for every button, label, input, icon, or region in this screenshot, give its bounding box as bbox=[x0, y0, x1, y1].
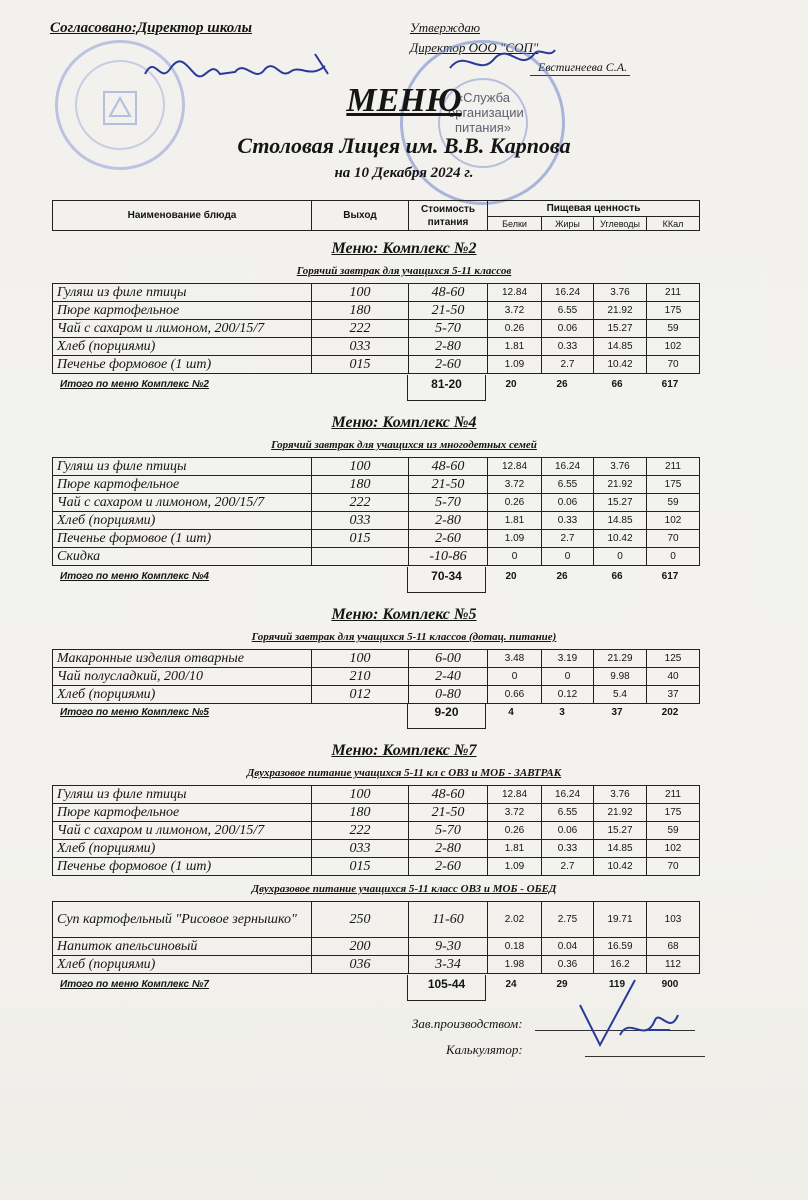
total-proteins: 20 bbox=[505, 571, 517, 582]
section-title: Меню: Комплекс №2 bbox=[331, 240, 477, 257]
approved-label: Согласовано:Директор школы bbox=[50, 20, 252, 36]
dish-proteins: 2.02 bbox=[488, 902, 542, 938]
menu-table-lunch bbox=[52, 901, 700, 974]
dish-cost: 2-80 bbox=[409, 338, 488, 356]
dish-fats: 0 bbox=[542, 548, 594, 566]
dish-cost: 2-60 bbox=[409, 356, 488, 374]
dish-cost: 48-60 bbox=[409, 458, 488, 476]
menu-table bbox=[52, 283, 700, 374]
dish-proteins: 1.09 bbox=[488, 858, 542, 876]
dish-cost: -10-86 bbox=[409, 548, 488, 566]
total-carbs: 66 bbox=[611, 571, 623, 582]
dish-cost: 9-30 bbox=[409, 938, 488, 956]
dish-proteins: 1.98 bbox=[488, 956, 542, 974]
dish-yield: 015 bbox=[312, 530, 409, 548]
dish-carbs: 3.76 bbox=[594, 284, 647, 302]
dish-fats: 0.36 bbox=[542, 956, 594, 974]
dish-carbs: 21.92 bbox=[594, 476, 647, 494]
dish-fats: 2.7 bbox=[542, 858, 594, 876]
dish-fats: 16.24 bbox=[542, 786, 594, 804]
section-title: Меню: Комплекс №4 bbox=[331, 414, 477, 431]
total-carbs: 119 bbox=[608, 979, 626, 990]
table-row bbox=[53, 338, 700, 356]
dish-kcal: 68 bbox=[647, 938, 700, 956]
dish-carbs: 16.2 bbox=[594, 956, 647, 974]
dish-yield: 033 bbox=[312, 840, 409, 858]
dish-cost: 0-80 bbox=[409, 686, 488, 704]
dish-name: Хлеб (порциями) bbox=[53, 956, 312, 974]
total-proteins: 20 bbox=[505, 379, 517, 390]
total-label: Итого по меню Комплекс №2 bbox=[60, 379, 209, 390]
dish-name: Хлеб (порциями) bbox=[53, 686, 312, 704]
dish-carbs: 14.85 bbox=[594, 840, 647, 858]
total-cost: 105-44 bbox=[407, 975, 486, 1001]
dish-fats: 0.06 bbox=[542, 494, 594, 512]
dish-cost: 2-60 bbox=[409, 858, 488, 876]
total-proteins: 4 bbox=[508, 707, 514, 718]
dish-fats: 0.06 bbox=[542, 320, 594, 338]
table-row bbox=[53, 302, 700, 320]
company-stamp-text: «Служба организации питания» bbox=[448, 90, 524, 135]
dish-fats: 0.12 bbox=[542, 686, 594, 704]
section-title: Меню: Комплекс №7 bbox=[331, 742, 477, 759]
director-label: Директор ООО "СОП" bbox=[410, 40, 539, 55]
dish-kcal: 59 bbox=[647, 494, 700, 512]
dish-kcal: 103 bbox=[647, 902, 700, 938]
header-name: Наименование блюда bbox=[53, 201, 312, 231]
header-yield: Выход bbox=[312, 201, 409, 231]
dish-name: Скидка bbox=[53, 548, 312, 566]
dish-name: Гуляш из филе птицы bbox=[53, 458, 312, 476]
section-subtitle: Горячий завтрак для учащихся 5-11 классов (дотац. питание) bbox=[251, 631, 557, 643]
section-subtitle: Двухразовое питание учащихся 5-11 кл с ОВЗ и МОБ - ЗАВТРАК bbox=[246, 767, 562, 779]
dish-fats: 2.75 bbox=[542, 902, 594, 938]
dish-carbs: 16.59 bbox=[594, 938, 647, 956]
table-row bbox=[53, 356, 700, 374]
dish-fats: 2.7 bbox=[542, 356, 594, 374]
dish-fats: 16.24 bbox=[542, 458, 594, 476]
table-row bbox=[53, 494, 700, 512]
dish-cost: 11-60 bbox=[409, 902, 488, 938]
dish-kcal: 59 bbox=[647, 822, 700, 840]
total-kcal: 617 bbox=[661, 379, 679, 390]
dish-carbs: 10.42 bbox=[594, 530, 647, 548]
dish-yield: 015 bbox=[312, 356, 409, 374]
dish-yield: 033 bbox=[312, 512, 409, 530]
dish-fats: 0 bbox=[542, 668, 594, 686]
dish-proteins: 1.09 bbox=[488, 356, 542, 374]
dish-name: Макаронные изделия отварные bbox=[53, 650, 312, 668]
dish-yield: 036 bbox=[312, 956, 409, 974]
dish-cost: 21-50 bbox=[409, 302, 488, 320]
menu-table bbox=[52, 457, 700, 566]
header-cost: Стоимость питания bbox=[409, 201, 488, 231]
dish-carbs: 9.98 bbox=[594, 668, 647, 686]
total-kcal: 900 bbox=[661, 979, 679, 990]
dish-yield: 250 bbox=[312, 902, 409, 938]
dish-kcal: 211 bbox=[647, 458, 700, 476]
dish-yield: 222 bbox=[312, 320, 409, 338]
table-row bbox=[53, 650, 700, 668]
dish-name: Чай с сахаром и лимоном, 200/15/7 bbox=[53, 822, 312, 840]
dish-kcal: 125 bbox=[647, 650, 700, 668]
dish-fats: 0.33 bbox=[542, 840, 594, 858]
dish-proteins: 0.18 bbox=[488, 938, 542, 956]
section-subtitle: Горячий завтрак для учащихся 5-11 классов bbox=[296, 265, 512, 277]
director-name: Евстигнеева С.А. bbox=[538, 60, 628, 74]
total-kcal: 202 bbox=[661, 707, 679, 718]
dish-cost: 5-70 bbox=[409, 320, 488, 338]
dish-fats: 0.33 bbox=[542, 512, 594, 530]
table-row bbox=[53, 476, 700, 494]
dish-proteins: 0.26 bbox=[488, 320, 542, 338]
dish-kcal: 211 bbox=[647, 786, 700, 804]
table-row bbox=[53, 858, 700, 876]
section-title: Меню: Комплекс №5 bbox=[331, 606, 477, 623]
dish-carbs: 3.76 bbox=[594, 458, 647, 476]
dish-carbs: 21.29 bbox=[594, 650, 647, 668]
dish-kcal: 102 bbox=[647, 338, 700, 356]
dish-name: Хлеб (порциями) bbox=[53, 840, 312, 858]
dish-yield: 222 bbox=[312, 822, 409, 840]
menu-table bbox=[52, 649, 700, 704]
page-subtitle: Столовая Лицея им. В.В. Карпова bbox=[237, 133, 571, 158]
dish-fats: 0.04 bbox=[542, 938, 594, 956]
table-header bbox=[52, 200, 700, 231]
dish-proteins: 3.72 bbox=[488, 302, 542, 320]
total-carbs: 66 bbox=[611, 379, 623, 390]
dish-carbs: 15.27 bbox=[594, 320, 647, 338]
dish-name: Гуляш из филе птицы bbox=[53, 284, 312, 302]
dish-yield: 012 bbox=[312, 686, 409, 704]
calculator-sign-line bbox=[585, 1056, 705, 1057]
dish-name: Печенье формовое (1 шт) bbox=[53, 530, 312, 548]
dish-name: Чай с сахаром и лимоном, 200/15/7 bbox=[53, 494, 312, 512]
dish-name: Пюре картофельное bbox=[53, 804, 312, 822]
dish-name: Хлеб (порциями) bbox=[53, 512, 312, 530]
dish-name: Печенье формовое (1 шт) bbox=[53, 356, 312, 374]
section-subtitle: Горячий завтрак для учащихся из многодетных семей bbox=[271, 439, 537, 451]
dish-name: Гуляш из филе птицы bbox=[53, 786, 312, 804]
production-signature bbox=[560, 975, 690, 1055]
dish-cost: 2-60 bbox=[409, 530, 488, 548]
dish-proteins: 3.72 bbox=[488, 804, 542, 822]
dish-proteins: 1.09 bbox=[488, 530, 542, 548]
dish-proteins: 0.26 bbox=[488, 494, 542, 512]
total-fats: 3 bbox=[559, 707, 565, 718]
dish-cost: 21-50 bbox=[409, 804, 488, 822]
dish-fats: 2.7 bbox=[542, 530, 594, 548]
dish-yield: 100 bbox=[312, 786, 409, 804]
dish-kcal: 70 bbox=[647, 858, 700, 876]
production-label: Зав.производством: bbox=[412, 1016, 523, 1031]
dish-carbs: 3.76 bbox=[594, 786, 647, 804]
header-proteins: Белки bbox=[488, 217, 542, 231]
dish-cost: 2-80 bbox=[409, 512, 488, 530]
dish-name: Пюре картофельное bbox=[53, 476, 312, 494]
table-row bbox=[53, 512, 700, 530]
total-proteins: 24 bbox=[505, 979, 517, 990]
dish-yield: 100 bbox=[312, 650, 409, 668]
dish-proteins: 1.81 bbox=[488, 840, 542, 858]
dish-name: Напиток апельсиновый bbox=[53, 938, 312, 956]
dish-fats: 0.06 bbox=[542, 822, 594, 840]
dish-kcal: 70 bbox=[647, 356, 700, 374]
dish-proteins: 0.26 bbox=[488, 822, 542, 840]
dish-cost: 6-00 bbox=[409, 650, 488, 668]
header-carbs: Углеводы bbox=[594, 217, 647, 231]
header-fats: Жиры bbox=[542, 217, 594, 231]
dish-cost: 48-60 bbox=[409, 284, 488, 302]
dish-kcal: 112 bbox=[647, 956, 700, 974]
dish-cost: 5-70 bbox=[409, 494, 488, 512]
dish-cost: 3-34 bbox=[409, 956, 488, 974]
dish-kcal: 40 bbox=[647, 668, 700, 686]
dish-cost: 2-80 bbox=[409, 840, 488, 858]
dish-proteins: 0 bbox=[488, 548, 542, 566]
dish-name: Чай полусладкий, 200/10 bbox=[53, 668, 312, 686]
table-row bbox=[53, 284, 700, 302]
confirm-label: Утверждаю bbox=[410, 20, 481, 35]
dish-fats: 6.55 bbox=[542, 804, 594, 822]
dish-kcal: 102 bbox=[647, 840, 700, 858]
total-label: Итого по меню Комплекс №7 bbox=[60, 979, 209, 990]
table-row bbox=[53, 320, 700, 338]
dish-kcal: 70 bbox=[647, 530, 700, 548]
dish-kcal: 102 bbox=[647, 512, 700, 530]
dish-name: Чай с сахаром и лимоном, 200/15/7 bbox=[53, 320, 312, 338]
dish-proteins: 3.48 bbox=[488, 650, 542, 668]
dish-kcal: 0 bbox=[647, 548, 700, 566]
total-cost: 9-20 bbox=[407, 703, 486, 729]
dish-yield: 180 bbox=[312, 302, 409, 320]
dish-yield: 100 bbox=[312, 458, 409, 476]
dish-carbs: 14.85 bbox=[594, 338, 647, 356]
dish-kcal: 175 bbox=[647, 476, 700, 494]
dish-yield bbox=[312, 548, 409, 566]
dish-yield: 100 bbox=[312, 284, 409, 302]
table-row bbox=[53, 840, 700, 858]
dish-fats: 6.55 bbox=[542, 302, 594, 320]
dish-yield: 180 bbox=[312, 804, 409, 822]
table-row bbox=[53, 548, 700, 566]
dish-name: Хлеб (порциями) bbox=[53, 338, 312, 356]
total-label: Итого по меню Комплекс №5 bbox=[60, 707, 209, 718]
menu-table bbox=[52, 785, 700, 876]
dish-carbs: 15.27 bbox=[594, 822, 647, 840]
table-row bbox=[53, 530, 700, 548]
dish-yield: 015 bbox=[312, 858, 409, 876]
table-row bbox=[53, 902, 700, 938]
dish-name: Пюре картофельное bbox=[53, 302, 312, 320]
dish-carbs: 21.92 bbox=[594, 804, 647, 822]
dish-fats: 16.24 bbox=[542, 284, 594, 302]
dish-fats: 0.33 bbox=[542, 338, 594, 356]
table-row bbox=[53, 938, 700, 956]
dish-carbs: 0 bbox=[594, 548, 647, 566]
header-nutrition: Пищевая ценность bbox=[488, 201, 700, 217]
dish-proteins: 12.84 bbox=[488, 284, 542, 302]
total-kcal: 617 bbox=[661, 571, 679, 582]
total-cost: 81-20 bbox=[407, 375, 486, 401]
header-kcal: ККал bbox=[647, 217, 700, 231]
dish-carbs: 10.42 bbox=[594, 858, 647, 876]
dish-kcal: 211 bbox=[647, 284, 700, 302]
dish-yield: 200 bbox=[312, 938, 409, 956]
dish-kcal: 175 bbox=[647, 302, 700, 320]
dish-name: Суп картофельный "Рисовое зернышко" bbox=[53, 902, 312, 938]
dish-carbs: 14.85 bbox=[594, 512, 647, 530]
dish-carbs: 19.71 bbox=[594, 902, 647, 938]
table-row bbox=[53, 668, 700, 686]
dish-yield: 222 bbox=[312, 494, 409, 512]
dish-fats: 6.55 bbox=[542, 476, 594, 494]
dish-kcal: 37 bbox=[647, 686, 700, 704]
table-row bbox=[53, 786, 700, 804]
dish-cost: 21-50 bbox=[409, 476, 488, 494]
dish-carbs: 21.92 bbox=[594, 302, 647, 320]
total-fats: 26 bbox=[556, 379, 568, 390]
table-row bbox=[53, 686, 700, 704]
table-row bbox=[53, 956, 700, 974]
section-subtitle-lunch: Двухразовое питание учащихся 5-11 класс ОВЗ и МОБ - ОБЕД bbox=[251, 883, 557, 895]
company-signature bbox=[440, 38, 560, 88]
total-label: Итого по меню Комплекс №4 bbox=[60, 571, 209, 582]
dish-kcal: 175 bbox=[647, 804, 700, 822]
dish-proteins: 12.84 bbox=[488, 458, 542, 476]
dish-proteins: 0.66 bbox=[488, 686, 542, 704]
dish-proteins: 0 bbox=[488, 668, 542, 686]
total-cost: 70-34 bbox=[407, 567, 486, 593]
dish-proteins: 1.81 bbox=[488, 512, 542, 530]
total-fats: 29 bbox=[556, 979, 568, 990]
dish-cost: 5-70 bbox=[409, 822, 488, 840]
dish-proteins: 12.84 bbox=[488, 786, 542, 804]
dish-proteins: 3.72 bbox=[488, 476, 542, 494]
dish-proteins: 1.81 bbox=[488, 338, 542, 356]
dish-name: Печенье формовое (1 шт) bbox=[53, 858, 312, 876]
page-title: МЕНЮ bbox=[346, 82, 462, 119]
table-row bbox=[53, 458, 700, 476]
dish-cost: 48-60 bbox=[409, 786, 488, 804]
dish-kcal: 59 bbox=[647, 320, 700, 338]
dish-yield: 210 bbox=[312, 668, 409, 686]
dish-carbs: 15.27 bbox=[594, 494, 647, 512]
dish-carbs: 10.42 bbox=[594, 356, 647, 374]
dish-yield: 033 bbox=[312, 338, 409, 356]
dish-yield: 180 bbox=[312, 476, 409, 494]
table-row bbox=[53, 822, 700, 840]
dish-cost: 2-40 bbox=[409, 668, 488, 686]
dish-fats: 3.19 bbox=[542, 650, 594, 668]
calculator-label: Калькулятор: bbox=[446, 1042, 523, 1057]
total-carbs: 37 bbox=[611, 707, 623, 718]
table-row bbox=[53, 804, 700, 822]
total-fats: 26 bbox=[556, 571, 568, 582]
menu-date: на 10 Декабря 2024 г. bbox=[334, 165, 474, 181]
dish-carbs: 5.4 bbox=[594, 686, 647, 704]
